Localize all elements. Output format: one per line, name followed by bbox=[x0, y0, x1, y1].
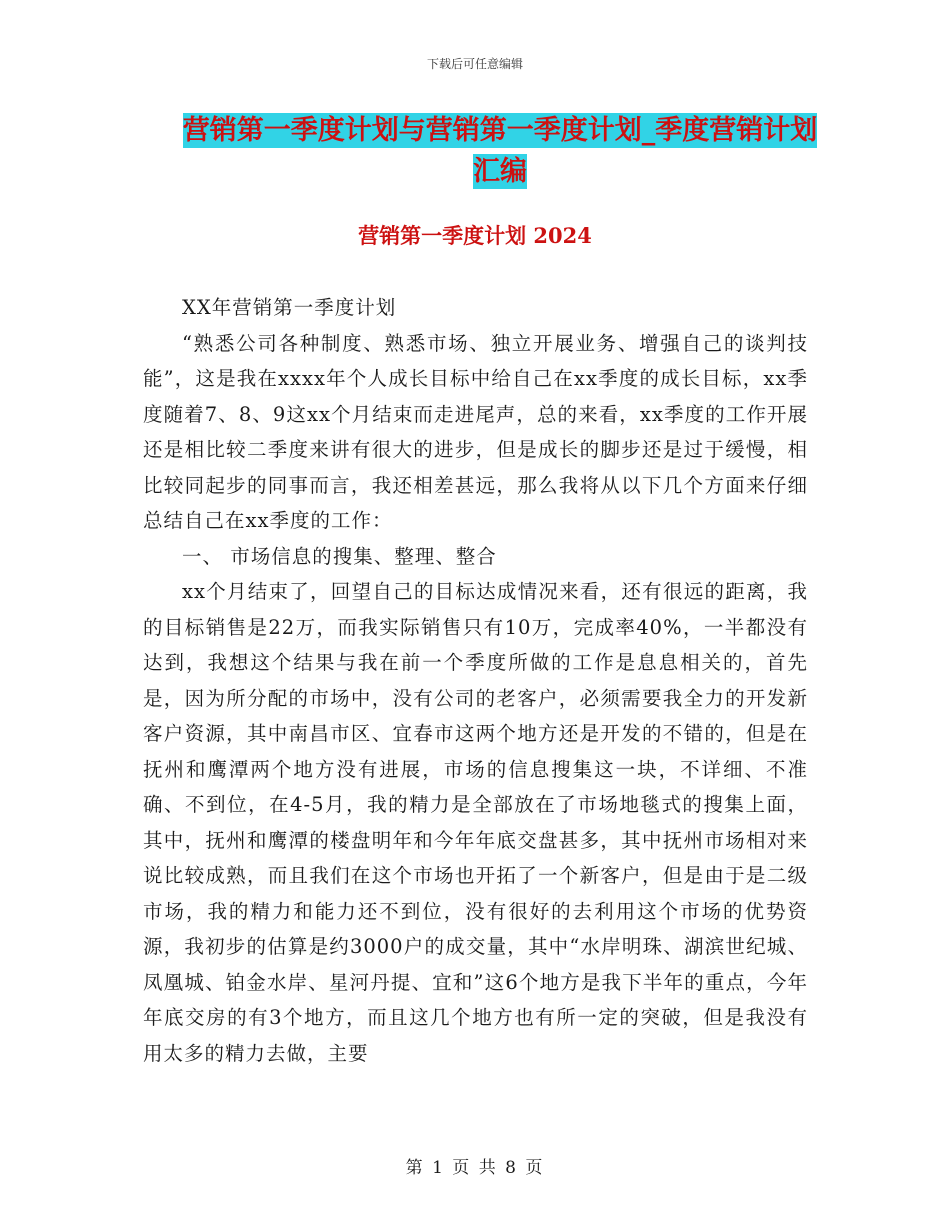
paragraph-section-heading: 一、 市场信息的搜集、整理、整合 bbox=[182, 544, 497, 568]
document-subtitle: 营销第一季度计划 2024 bbox=[358, 223, 592, 248]
document-title bbox=[140, 110, 860, 192]
document-title-line1: 营销第一季度计划与营销第一季度计划_季度营销计划 bbox=[182, 115, 818, 146]
page-number: 第 1 页 共 8 页 bbox=[405, 1158, 545, 1178]
document-body bbox=[143, 290, 808, 1071]
header-note: 下载后可任意编辑 bbox=[426, 57, 523, 71]
paragraph-intro: “熟悉公司各种制度、熟悉市场、独立开展业务、增强自己的谈判技能”，这是我在xxxx年个人成长目标中给自己在xx季度的成长目标，xx季度随着7、8、9这xx个月结束而走进尾声，总的来看，xx季度的工作开展还是相比较二季度来讲有很大的进步，但是成长的脚步还是过于缓慢，相比较同起步的同事而言，我还相差甚远，那么我将从以下几个方面来仔细总结自己在xx季度的工作： bbox=[143, 331, 808, 532]
paragraph-plan-heading: XX年营销第一季度计划 bbox=[182, 296, 397, 319]
document-title-line2: 汇编 bbox=[473, 156, 527, 187]
paragraph-market-review: xx个月结束了，回望自己的目标达成情况来看，还有很远的距离，我的目标销售是22万，而我实际销售只有10万，完成率40%，一半都没有达到，我想这个结果与我在前一个季度所做的工作是息息相关的，首先是，因为所分配的市场中，没有公司的老客户，必须需要我全力的开发新客户资源，其中南昌市区、宜春市这两个地方还是开发的不错的，但是在抚州和鹰潭两个地方没有进展，市场的信息搜集这一块，不详细、不准确、不到位，在4-5月，我的精力是全部放在了市场地毯式的搜集上面，其中，抚州和鹰潭的楼盘明年和今年年底交盘甚多，其中抚州市场相对来说比较成熟，而且我们在这个市场也开拓了一个新客户，但是由于是二级市场，我的精力和能力还不到位，没有很好的去利用这个市场的优势资源，我初步的估算是约3000户的成交量，其中“水岸明珠、湖滨世纪城、凤凰城、铂金水岸、星河丹提、宜和”这6个地方是我下半年的重点，今年年底交房的有3个地方，而且这几个地方也有所一定的突破，但是我没有用太多的精力去做，主要 bbox=[143, 580, 808, 1065]
